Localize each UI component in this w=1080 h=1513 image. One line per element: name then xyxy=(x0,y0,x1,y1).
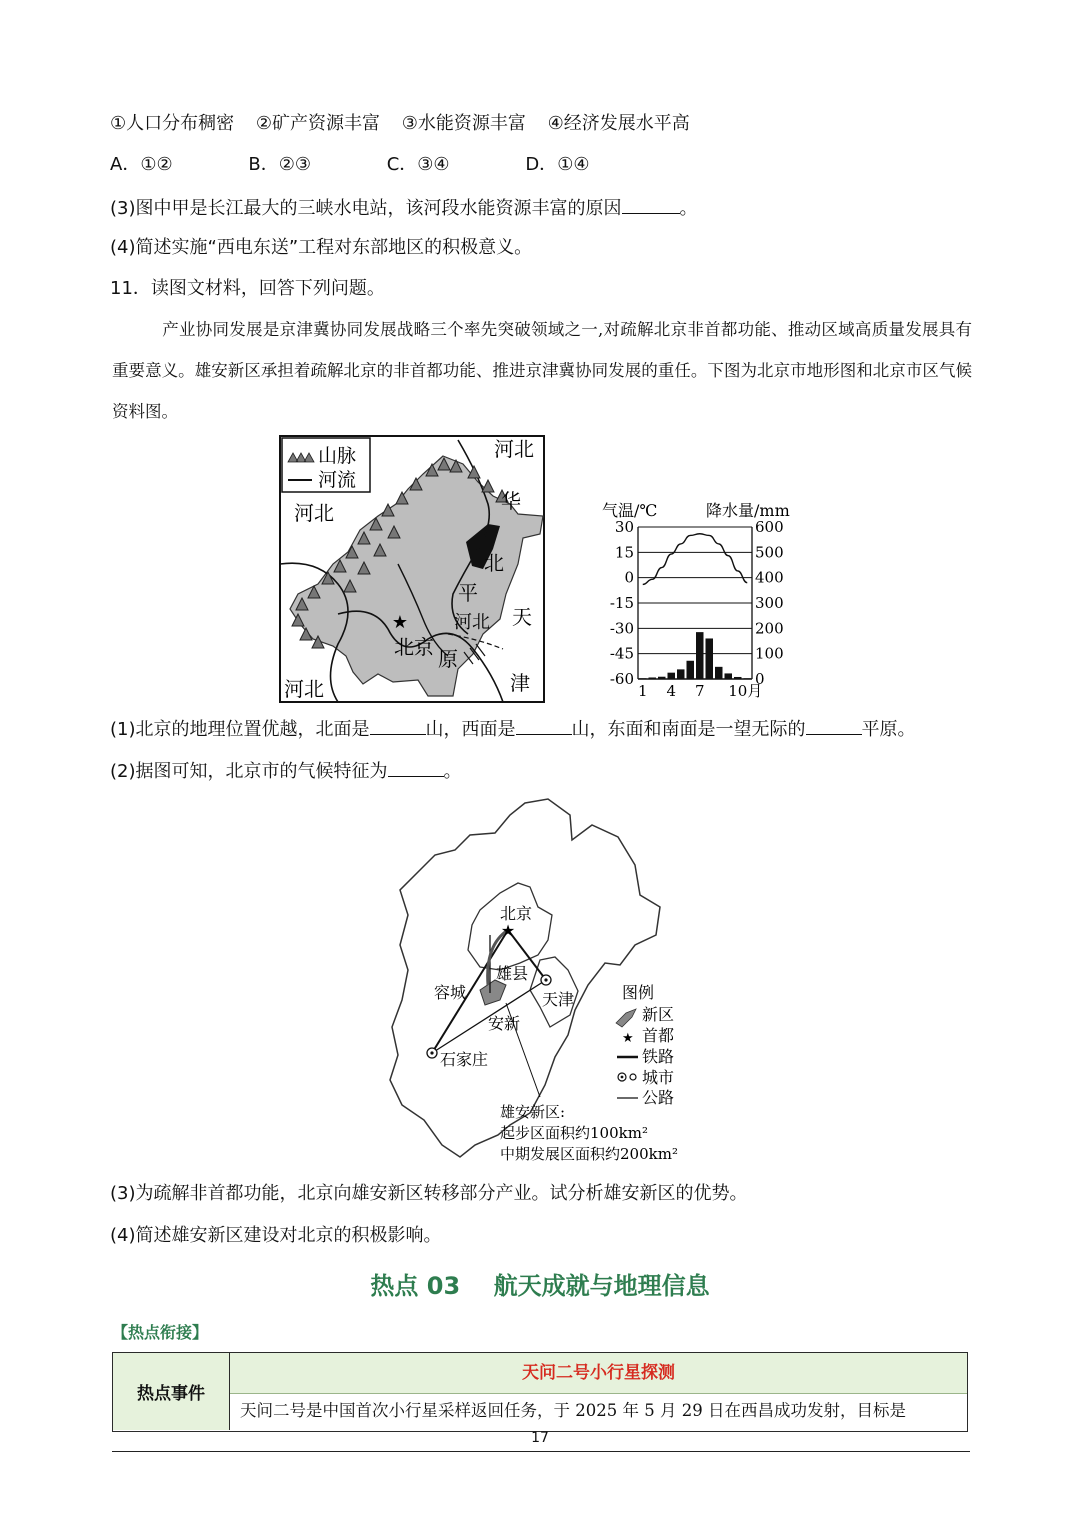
label-anxin: 安新 xyxy=(488,1014,521,1033)
label-hebei-mid: 河北 xyxy=(454,612,490,633)
temp-tick-label: -45 xyxy=(609,644,634,663)
precip-tick-label: 400 xyxy=(755,568,784,587)
section-title: 热点 03 航天成就与地理信息 xyxy=(370,1272,710,1300)
precip-tick-label: 100 xyxy=(755,644,784,663)
label-beijing: 北京 xyxy=(394,635,434,659)
hot-topic-table xyxy=(112,1352,968,1432)
q11-stem: 11．读图文材料，回答下列问题。 xyxy=(110,278,385,299)
legend-city: 城市 xyxy=(642,1068,675,1087)
choice-d[interactable]: D．①④ xyxy=(525,154,590,175)
precip-tick-label: 300 xyxy=(755,594,784,612)
answer-blank-plain[interactable] xyxy=(806,716,862,735)
capital-star-icon: ★ xyxy=(500,921,516,940)
month-tick-label: 7 xyxy=(694,682,705,700)
newarea-legend-icon xyxy=(616,1009,636,1027)
month-tick-label: 10月 xyxy=(728,682,763,700)
capital-star-icon: ★ xyxy=(391,612,409,633)
q10-statements xyxy=(110,112,706,136)
climate-grid xyxy=(638,527,752,679)
legend-railway: 铁路 xyxy=(642,1047,675,1066)
month-tick-label: 1 xyxy=(637,682,648,700)
beijing-climate-chart xyxy=(594,496,806,708)
choice-b[interactable]: B．②③ xyxy=(248,154,311,175)
precip-bar xyxy=(677,669,685,679)
precip-bars xyxy=(639,632,751,679)
statement-3: ③水能资源丰富 xyxy=(401,113,526,134)
label-shijiazhuang: 石家庄 xyxy=(440,1050,489,1069)
precip-bar xyxy=(696,632,704,679)
q11-sub3: (3)为疏解非首都功能，北京向雄安新区转移部分产业。试分析雄安新区的优势。 xyxy=(110,1183,748,1204)
q11-sub4: (4)简述雄安新区建设对北京的积极影响。 xyxy=(110,1225,442,1246)
note-title: 雄安新区: xyxy=(500,1103,566,1121)
temp-axis-label: 气温/℃ xyxy=(602,501,658,520)
q11-sub2: (2)据图可知，北京市的气候特征为 。 xyxy=(110,758,462,784)
q10-sub4: (4)简述实施“西电东送”工程对东部地区的积极意义。 xyxy=(110,237,533,258)
legend-newarea: 新区 xyxy=(642,1005,675,1024)
temp-tick-label: -30 xyxy=(609,619,634,638)
hot-topic-content xyxy=(230,1353,967,1430)
legend-capital: 首都 xyxy=(642,1026,675,1045)
capital-legend-icon: ★ xyxy=(622,1031,634,1046)
label-hebei-sw: 河北 xyxy=(284,677,324,701)
label-beijing: 北京 xyxy=(500,904,533,923)
answer-blank-north[interactable] xyxy=(370,716,426,735)
temp-tick-label: 30 xyxy=(614,518,634,536)
label-hebei-ne: 河北 xyxy=(494,437,534,461)
mountain-icon xyxy=(288,453,314,462)
beijing-topography-map xyxy=(278,434,548,706)
xiongan-location-map xyxy=(380,795,710,1170)
precip-bar xyxy=(649,677,657,679)
statement-4: ④经济发展水平高 xyxy=(547,113,690,134)
label-xiongxian: 雄县 xyxy=(496,964,529,983)
legend-mountain-label: 山脉 xyxy=(318,445,357,467)
label-jin: 津 xyxy=(510,671,530,695)
temp-tick-label: -15 xyxy=(609,594,634,612)
temp-tick-label: 0 xyxy=(624,568,634,587)
precip-axis-label: 降水量/mm xyxy=(706,501,790,520)
label-tianjin: 天津 xyxy=(542,990,575,1009)
q10-choices xyxy=(110,153,659,177)
label-bei: 北 xyxy=(484,551,504,575)
legend-title: 图例 xyxy=(622,983,655,1002)
legend-road: 公路 xyxy=(642,1088,675,1107)
q11-sub1: (1)北京的地理位置优越，北面是 山，西面是 山，东面和南面是一望无际的 平原。 xyxy=(110,716,916,742)
label-hebei-w: 河北 xyxy=(294,501,334,525)
hot-topic-body: 天问二号是中国首次小行星采样返回任务，于 2025 年 5 月 29 日在西昌成功发射，目标是 xyxy=(240,1401,906,1420)
precip-bar xyxy=(658,677,666,679)
temp-tick-label: 15 xyxy=(614,543,634,562)
section-link-tag: 【热点衔接】 xyxy=(112,1323,209,1342)
precip-tick-label: 600 xyxy=(755,518,784,536)
precip-tick-label: 0 xyxy=(755,670,765,688)
page-number: 17 xyxy=(531,1430,549,1446)
answer-blank[interactable] xyxy=(622,195,680,214)
statement-2: ②矿产资源丰富 xyxy=(255,113,381,134)
temperature-curve xyxy=(643,534,748,585)
precip-tick-label: 500 xyxy=(755,543,784,562)
precip-bar xyxy=(734,677,742,679)
precip-tick-label: 200 xyxy=(755,619,784,638)
choice-c[interactable]: C．③④ xyxy=(386,154,450,175)
hot-topic-heading: 天问二号小行星探测 xyxy=(230,1353,967,1394)
choice-a[interactable]: A．①② xyxy=(110,154,173,175)
precip-bar xyxy=(687,661,695,679)
precip-bar xyxy=(715,667,723,679)
precip-bar xyxy=(668,673,676,679)
label-tian: 天 xyxy=(512,605,532,629)
q11-material: 产业协同发展是京津冀协同发展战略三个率先突破领域之一,对疏解北京非首都功能、推动区域高质量发展具有重要意义。雄安新区承担着疏解北京的非首都功能、推进京津冀协同发展的重任。下图为北京市地形图和北京市区气候资料图。 xyxy=(112,320,972,421)
precip-bar xyxy=(706,638,714,679)
q10-sub3: (3)图中甲是长江最大的三峡水电站，该河段水能资源丰富的原因 。 xyxy=(110,195,698,221)
label-yuan: 原 xyxy=(438,647,458,671)
precip-bar xyxy=(639,678,647,679)
label-hua: 华 xyxy=(501,489,521,513)
legend-river-label: 河流 xyxy=(318,469,357,491)
temp-tick-label: -60 xyxy=(609,670,634,688)
footer-rule xyxy=(112,1451,970,1452)
precip-bar xyxy=(725,673,733,679)
label-rongcheng: 容城 xyxy=(434,983,467,1002)
month-tick-label: 4 xyxy=(666,682,677,700)
precip-bar xyxy=(744,678,752,679)
answer-blank-west[interactable] xyxy=(516,716,572,735)
statement-1: ①人口分布稠密 xyxy=(110,113,235,134)
note-line-1: 起步区面积约100km² xyxy=(500,1124,648,1142)
note-line-2: 中期发展区面积约200km² xyxy=(500,1145,678,1163)
answer-blank-climate[interactable] xyxy=(388,758,444,777)
hot-topic-label: 热点事件 xyxy=(113,1353,230,1430)
label-ping: 平 xyxy=(458,581,478,605)
